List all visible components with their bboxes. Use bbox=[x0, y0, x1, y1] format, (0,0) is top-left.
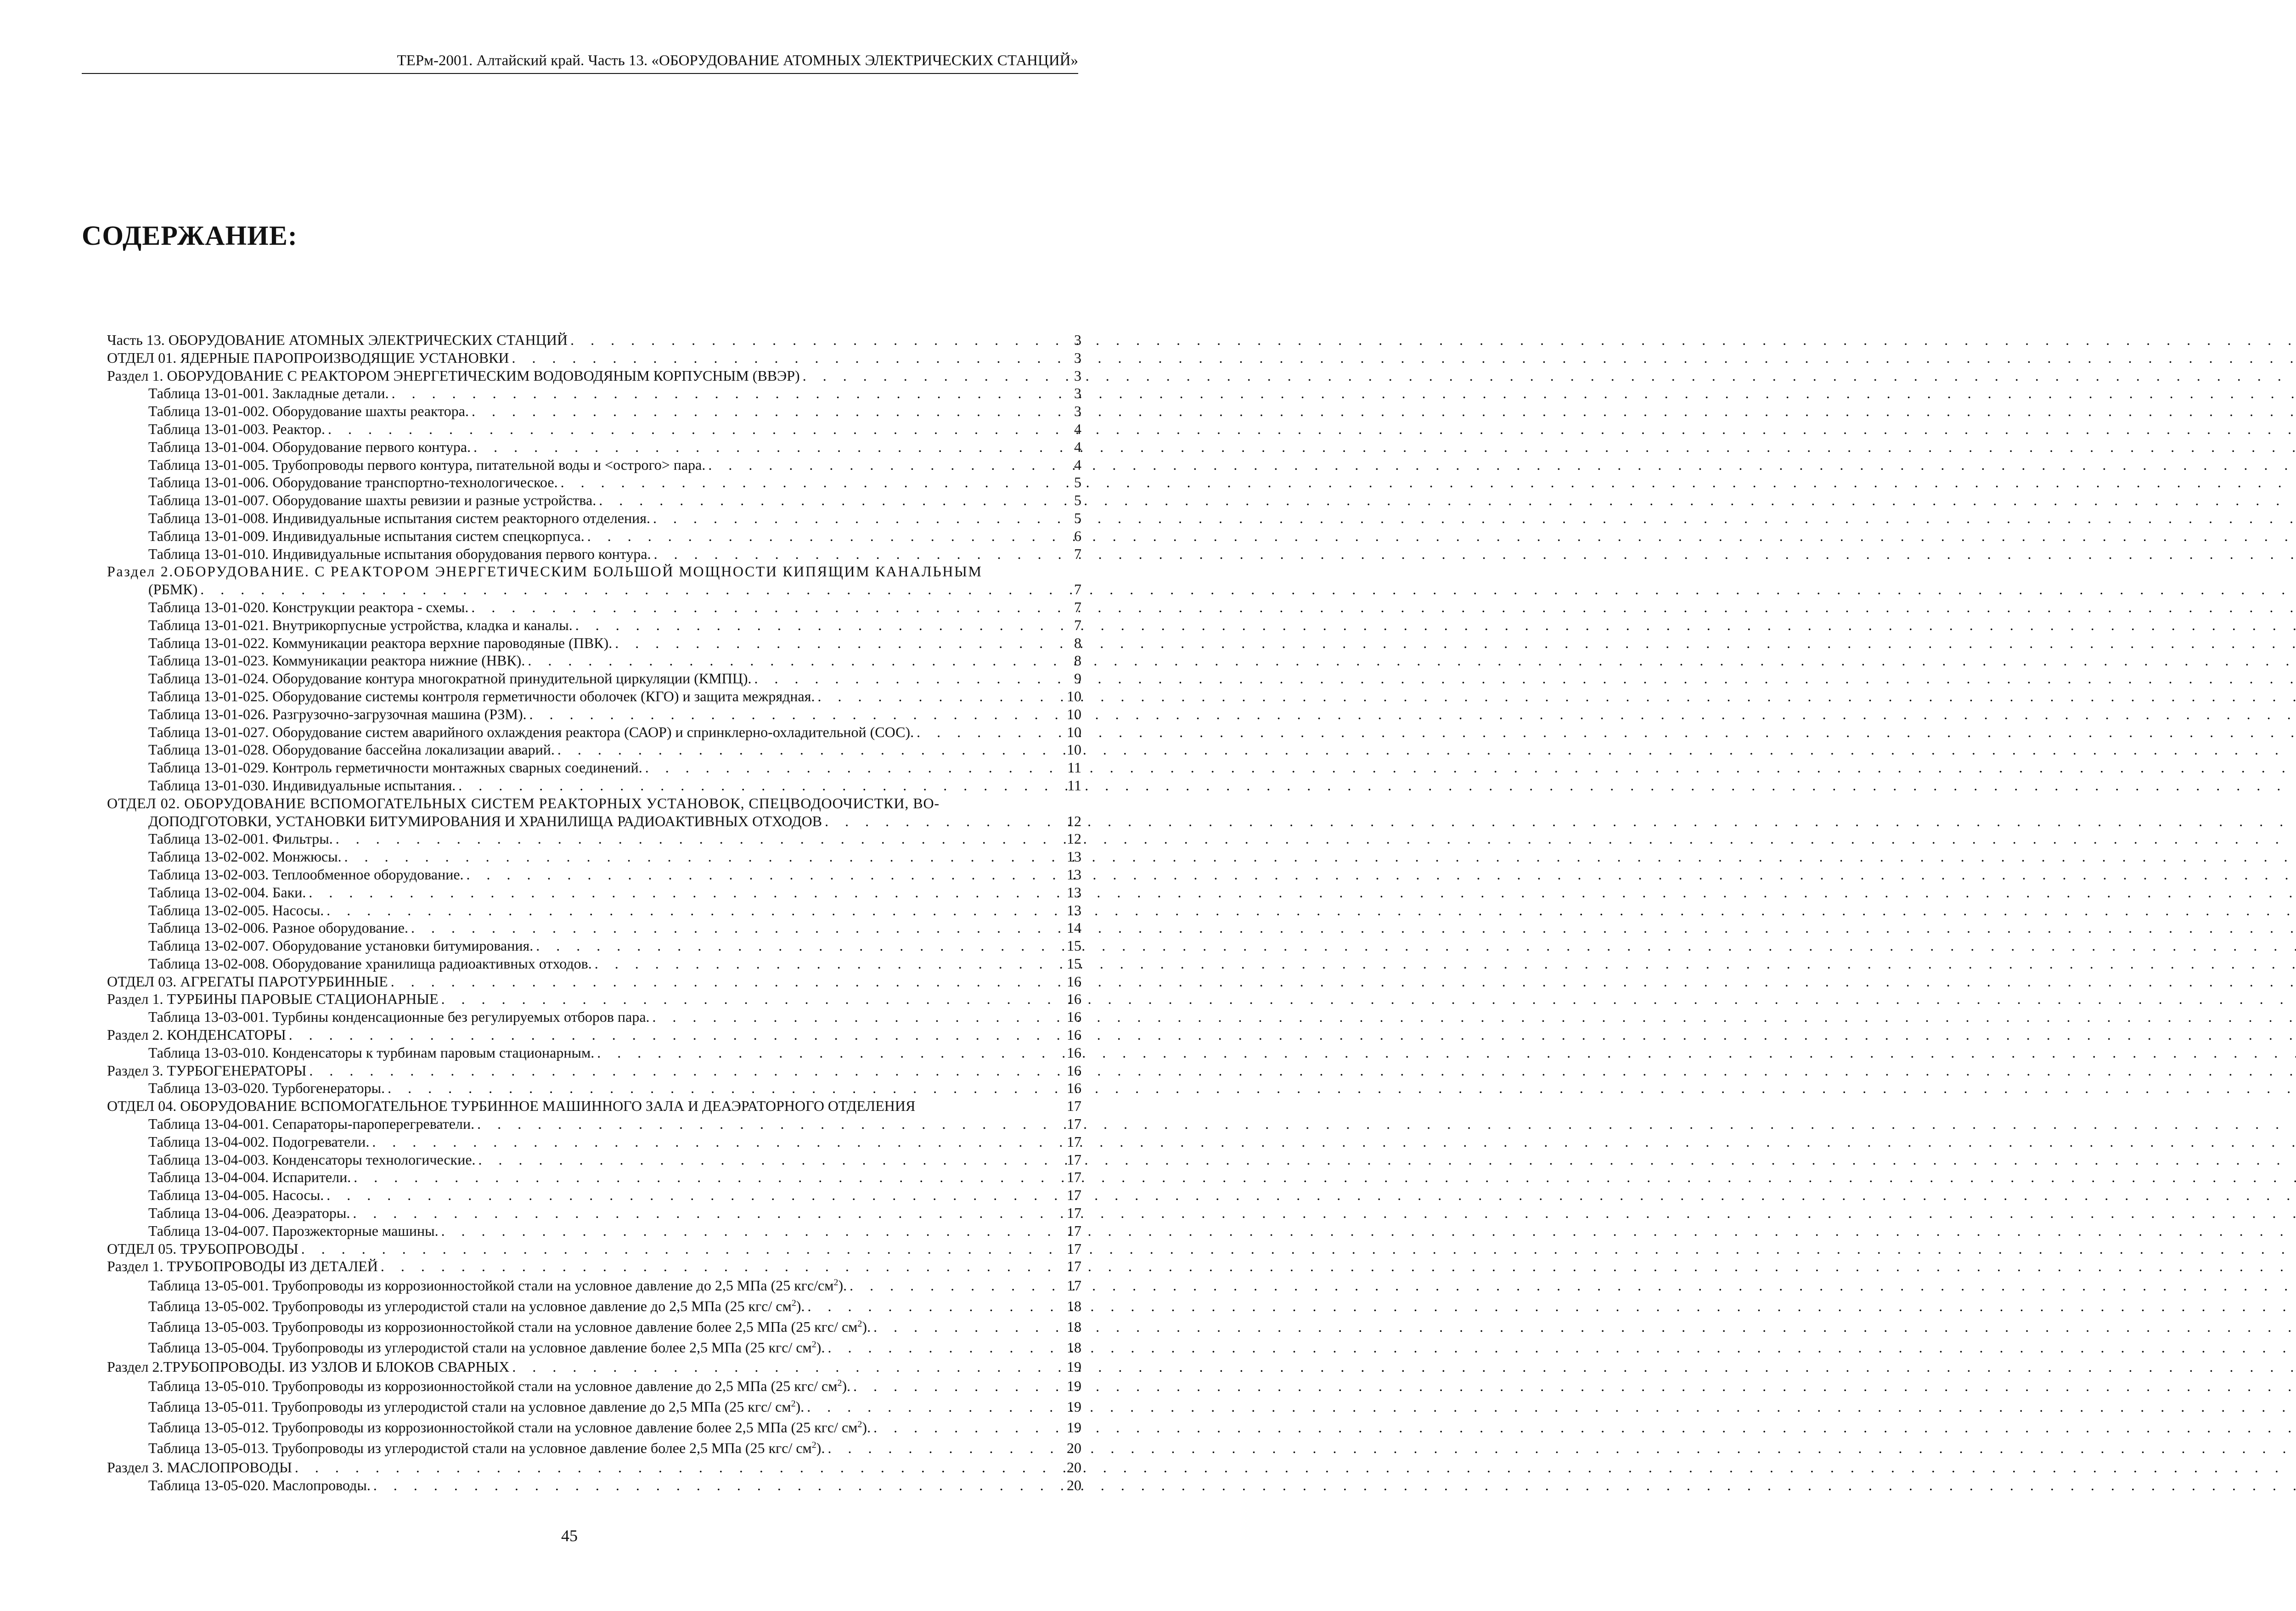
dot-leader bbox=[803, 367, 1054, 385]
toc-entry-title: Таблица 13-01-007. Оборудование шахты ревизии и разные устройства. bbox=[148, 491, 599, 509]
toc-entry-title: ОТДЕЛ 01. ЯДЕРНЫЕ ПАРОПРОИЗВОДЯЩИЕ УСТАНОВКИ bbox=[107, 349, 512, 367]
toc-page-number: 3 bbox=[1074, 385, 1081, 402]
toc-page-number: 11 bbox=[1067, 777, 1081, 794]
toc-table-entry bbox=[107, 1186, 1081, 1204]
dot-leader bbox=[575, 616, 1054, 634]
dot-leader bbox=[570, 331, 1054, 349]
toc-table-entry bbox=[107, 616, 1081, 634]
toc-entry-title: Таблица 13-02-003. Теплообменное оборудование. bbox=[148, 866, 467, 884]
dot-leader bbox=[536, 937, 1054, 955]
toc-entry-title: Таблица 13-02-004. Баки. bbox=[148, 884, 309, 901]
toc-entry-title: Таблица 13-02-006. Разное оборудование. bbox=[148, 919, 411, 937]
dot-leader bbox=[326, 901, 1054, 919]
toc-page-number: 4 bbox=[1074, 456, 1081, 473]
toc-entry-title: Раздел 3. ТУРБОГЕНЕРАТОРЫ bbox=[107, 1062, 309, 1080]
toc-table-entry bbox=[107, 1044, 1081, 1062]
dot-leader bbox=[597, 1044, 1054, 1062]
dot-leader bbox=[850, 1275, 1054, 1296]
toc-table-entry bbox=[107, 456, 1081, 474]
toc-section-entry bbox=[107, 1062, 1081, 1080]
toc-entry-title: ОТДЕЛ 04. ОБОРУДОВАНИЕ ВСПОМОГАТЕЛЬНОЕ ТУРБИННОЕ МАШИННОГО ЗАЛА И ДЕАЭРАТОРНОГО ОТДЕЛЕНИЯ bbox=[107, 1097, 918, 1115]
dot-leader bbox=[381, 1257, 1054, 1275]
toc-section-entry bbox=[107, 367, 1081, 385]
toc-table-entry bbox=[107, 687, 1081, 705]
toc-page-number: 16 bbox=[1067, 1062, 1081, 1079]
superscript: 2 bbox=[837, 1378, 842, 1388]
dot-leader bbox=[587, 527, 1054, 545]
toc-page-number: 17 bbox=[1067, 1133, 1081, 1150]
dot-leader bbox=[458, 777, 1054, 794]
toc-table-entry bbox=[107, 1438, 1081, 1459]
toc-page-number: 17 bbox=[1067, 1098, 1081, 1115]
dot-leader bbox=[441, 1222, 1054, 1240]
dot-leader bbox=[512, 349, 1054, 367]
toc-section-entry bbox=[107, 1459, 1081, 1476]
running-header: ТЕРм-2001. Алтайский край. Часть 13. «ОБОРУДОВАНИЕ АТОМНЫХ ЭЛЕКТРИЧЕСКИХ СТАНЦИЙ» bbox=[397, 52, 1078, 69]
toc-entry-title: Раздел 2.ТРУБОПРОВОДЫ. ИЗ УЗЛОВ И БЛОКОВ СВАРНЫХ bbox=[107, 1358, 512, 1376]
toc-page-number: 13 bbox=[1067, 901, 1081, 918]
dot-leader bbox=[309, 1062, 1054, 1080]
toc-page-number: 7 bbox=[1074, 581, 1081, 598]
dot-leader bbox=[200, 580, 1054, 598]
toc-entry-title: Таблица 13-01-009. Индивидуальные испытания систем спецкорпуса. bbox=[148, 527, 587, 545]
toc-entry-title: Таблица 13-02-007. Оборудование установки битумирования. bbox=[148, 937, 536, 955]
toc-table-entry bbox=[107, 1397, 1081, 1417]
toc-table-entry bbox=[107, 1275, 1081, 1296]
dot-leader bbox=[825, 812, 1054, 830]
dot-leader bbox=[827, 1337, 1054, 1358]
dot-leader bbox=[301, 1240, 1054, 1258]
toc-entry-title: Таблица 13-01-029. Контроль герметичности монтажных сварных соединений. bbox=[148, 759, 645, 777]
toc-entry-continuation bbox=[107, 580, 1081, 598]
toc-table-entry bbox=[107, 759, 1081, 777]
toc-page-number: 17 bbox=[1067, 1187, 1081, 1204]
toc-section-entry bbox=[107, 794, 1081, 812]
toc-entry-title: Таблица 13-01-028. Оборудование бассейна локализации аварий. bbox=[148, 741, 557, 759]
dot-leader bbox=[441, 990, 1054, 1008]
dot-leader bbox=[807, 1397, 1054, 1417]
toc-entry-title: Таблица 13-05-020. Маслопроводы. bbox=[148, 1476, 373, 1494]
toc-entry-title: Таблица 13-04-002. Подогреватели. bbox=[148, 1133, 372, 1151]
toc-table-entry bbox=[107, 1337, 1081, 1358]
toc-page-number: 17 bbox=[1067, 1258, 1081, 1275]
toc-entry-title: ОТДЕЛ 05. ТРУБОПРОВОДЫ bbox=[107, 1240, 301, 1258]
toc-table-entry bbox=[107, 652, 1081, 670]
toc-page-number: 16 bbox=[1067, 991, 1081, 1008]
toc-entry-title: Таблица 13-04-001. Сепараторы-пароперегреватели. bbox=[148, 1115, 477, 1133]
toc-page-number: 3 bbox=[1074, 349, 1081, 366]
dot-leader bbox=[873, 1317, 1054, 1337]
toc-table-entry bbox=[107, 438, 1081, 456]
toc-page-number: 19 bbox=[1067, 1419, 1081, 1436]
toc-entry-title: Таблица 13-05-003. Трубопроводы из коррозионностойкой стали на условное давление более 2,5 МПа (25 кгс/ $см^2$). bbox=[148, 1317, 873, 1337]
toc-page-number: 18 bbox=[1067, 1318, 1081, 1335]
toc-entry-title: Таблица 13-01-010. Индивидуальные испытания оборудования первого контура. bbox=[148, 545, 654, 563]
toc-table-entry bbox=[107, 1317, 1081, 1337]
toc-page-number: 9 bbox=[1074, 670, 1081, 687]
superscript: 2 bbox=[791, 1298, 796, 1308]
dot-leader bbox=[289, 1026, 1054, 1044]
dot-leader bbox=[817, 687, 1054, 705]
toc-page-number: 18 bbox=[1067, 1339, 1081, 1356]
superscript: 2 bbox=[857, 1318, 862, 1329]
toc-entry-title: Таблица 13-03-001. Турбины конденсационные без регулируемых отборов пара. bbox=[148, 1008, 653, 1026]
toc-entry-title: Таблица 13-05-012. Трубопроводы из коррозионностойкой стали на условное давление более 2,5 МПа (25 кгс/ $см^2$). bbox=[148, 1417, 873, 1438]
toc-entry-title: Таблица 13-05-001. Трубопроводы из коррозионностойкой стали на условное давление до 2,5 МПа (25 кгс/$см^2$). bbox=[148, 1275, 850, 1296]
dot-leader bbox=[615, 634, 1054, 652]
dot-leader bbox=[653, 1008, 1054, 1026]
toc-entry-title: Таблица 13-03-020. Турбогенераторы. bbox=[148, 1079, 388, 1097]
toc-entry-title: Таблица 13-05-013. Трубопроводы из углеродистой стали на условное давление более 2,5 МПа (25 кгс/ $см^2$). bbox=[148, 1438, 827, 1459]
toc-table-entry bbox=[107, 527, 1081, 545]
toc-entry-title: Таблица 13-01-020. Конструкции реактора - схемы. bbox=[148, 598, 471, 616]
toc-page-number: 7 bbox=[1074, 616, 1081, 633]
toc-page-number: 18 bbox=[1067, 1298, 1081, 1315]
toc-page-number: 10 bbox=[1067, 741, 1081, 758]
dot-leader bbox=[392, 384, 1054, 402]
toc-page-number: 5 bbox=[1074, 509, 1081, 526]
toc-section-entry bbox=[107, 1097, 1081, 1115]
dot-leader bbox=[326, 1186, 1054, 1204]
toc-entry bbox=[107, 563, 1081, 580]
toc-page-number: 17 bbox=[1067, 1277, 1081, 1294]
toc-page-number: 14 bbox=[1067, 919, 1081, 936]
toc-page-number: 20 bbox=[1067, 1459, 1081, 1476]
superscript: 2 bbox=[833, 1277, 838, 1288]
dot-leader bbox=[391, 973, 1054, 991]
toc-page-number: 5 bbox=[1074, 492, 1081, 509]
toc-page-number: 16 bbox=[1067, 1026, 1081, 1043]
toc-table-entry bbox=[107, 1151, 1081, 1169]
toc-section-entry bbox=[107, 990, 1081, 1008]
toc-entry-title: Таблица 13-04-006. Деаэраторы. bbox=[148, 1204, 353, 1222]
dot-leader bbox=[512, 1358, 1054, 1376]
toc-page-number: 11 bbox=[1067, 759, 1081, 776]
toc-page-number: 19 bbox=[1067, 1358, 1081, 1375]
toc-entry-title: ДОПОДГОТОВКИ, УСТАНОВКИ БИТУМИРОВАНИЯ И ХРАНИЛИЩА РАДИОАКТИВНЫХ ОТХОДОВ bbox=[148, 812, 825, 830]
toc-entry-title: Таблица 13-02-008. Оборудование хранилища радиоактивных отходов. bbox=[148, 955, 595, 973]
toc-entry-title: Таблица 13-01-002. Оборудование шахты реактора. bbox=[148, 402, 472, 420]
toc-entry-title: Раздел 1. ОБОРУДОВАНИЕ С РЕАКТОРОМ ЭНЕРГЕТИЧЕСКИМ ВОДОВОДЯНЫМ КОРПУСНЫМ (ВВЭР) bbox=[107, 367, 803, 385]
toc-entry-title: Раздел 2. КОНДЕНСАТОРЫ bbox=[107, 1026, 289, 1044]
toc-entry-title: Таблица 13-01-005. Трубопроводы первого контура, питательной воды и <острого> пара. bbox=[148, 456, 708, 474]
dot-leader bbox=[653, 509, 1054, 527]
toc-table-entry bbox=[107, 919, 1081, 937]
dot-leader bbox=[354, 1168, 1054, 1186]
toc-entry-title: Таблица 13-05-010. Трубопроводы из коррозионностойкой стали на условное давление до 2,5 МПа (25 кгс/ $см^2$). bbox=[148, 1376, 853, 1397]
dot-leader bbox=[344, 848, 1054, 866]
toc-entry-title: Таблица 13-01-023. Коммуникации реактора нижние (НВК). bbox=[148, 652, 528, 670]
toc-section-entry bbox=[107, 812, 1081, 830]
toc-page-number: 4 bbox=[1074, 438, 1081, 455]
toc-table-entry bbox=[107, 830, 1081, 848]
toc-page-number: 15 bbox=[1067, 937, 1081, 954]
toc-table-entry bbox=[107, 1168, 1081, 1186]
toc-table-entry bbox=[107, 705, 1081, 723]
toc-page-number: 10 bbox=[1067, 723, 1081, 740]
toc-page-number: 17 bbox=[1067, 1240, 1081, 1257]
toc-page-number: 4 bbox=[1074, 420, 1081, 437]
toc-page-number: 19 bbox=[1067, 1378, 1081, 1395]
toc-page-number: 7 bbox=[1074, 598, 1081, 615]
toc-page-number: 17 bbox=[1067, 1115, 1081, 1132]
toc-page-number: 13 bbox=[1067, 848, 1081, 865]
dot-leader bbox=[388, 1079, 1054, 1097]
toc-table-entry bbox=[107, 1079, 1081, 1097]
toc-table-entry bbox=[107, 670, 1081, 687]
dot-leader bbox=[827, 1438, 1054, 1459]
toc-entry-title: Таблица 13-02-002. Монжюсы. bbox=[148, 848, 344, 866]
dot-leader bbox=[411, 919, 1054, 937]
header-rule bbox=[82, 73, 1078, 74]
toc-table-entry bbox=[107, 384, 1081, 402]
toc-entry-title: Раздел 2.ОБОРУДОВАНИЕ. С РЕАКТОРОМ ЭНЕРГЕТИЧЕСКИМ БОЛЬШОЙ МОЩНОСТИ КИПЯЩИМ КАНАЛЬНЫМ bbox=[107, 563, 985, 580]
dot-leader bbox=[917, 723, 1054, 741]
dot-leader bbox=[853, 1376, 1054, 1397]
dot-leader bbox=[873, 1417, 1054, 1438]
dot-leader bbox=[561, 473, 1054, 491]
toc-page-number: 10 bbox=[1067, 705, 1081, 722]
toc-page-number: 12 bbox=[1067, 830, 1081, 847]
toc-table-entry bbox=[107, 901, 1081, 919]
toc-table-entry bbox=[107, 937, 1081, 955]
toc-page-number: 7 bbox=[1074, 545, 1081, 562]
toc-section-entry bbox=[107, 1257, 1081, 1275]
toc-entry-title: Таблица 13-04-004. Испарители. bbox=[148, 1168, 354, 1186]
dot-leader bbox=[477, 1115, 1054, 1133]
toc-page-number: 8 bbox=[1074, 634, 1081, 651]
dot-leader bbox=[654, 545, 1054, 563]
dot-leader bbox=[529, 705, 1054, 723]
toc-entry-title: ОТДЕЛ 03. АГРЕГАТЫ ПАРОТУРБИННЫЕ bbox=[107, 973, 391, 991]
toc-section-entry bbox=[107, 1358, 1081, 1376]
toc-table-entry bbox=[107, 955, 1081, 973]
toc-table-entry bbox=[107, 848, 1081, 866]
toc-entry-title: Таблица 13-01-006. Оборудование транспортно-технологическое. bbox=[148, 473, 561, 491]
dot-leader bbox=[295, 1459, 1054, 1476]
toc-entry-title: Часть 13. ОБОРУДОВАНИЕ АТОМНЫХ ЭЛЕКТРИЧЕСКИХ СТАНЦИЙ bbox=[107, 331, 570, 349]
toc-section-entry bbox=[107, 1026, 1081, 1044]
toc-table-entry bbox=[107, 884, 1081, 901]
toc-entry-title: Таблица 13-01-001. Закладные детали. bbox=[148, 384, 392, 402]
dot-leader bbox=[373, 1476, 1054, 1494]
toc-entry-title: Таблица 13-05-002. Трубопроводы из углеродистой стали на условное давление до 2,5 МПа (25 кгс/ $см^2$). bbox=[148, 1296, 807, 1317]
toc-page-number: 17 bbox=[1067, 1169, 1081, 1186]
dot-leader bbox=[472, 402, 1054, 420]
toc-section-entry bbox=[107, 331, 1081, 349]
toc-page-number: 19 bbox=[1067, 1398, 1081, 1415]
toc-table-entry bbox=[107, 634, 1081, 652]
dot-leader bbox=[599, 491, 1054, 509]
toc-page-number: 3 bbox=[1074, 367, 1081, 384]
toc-table-entry bbox=[107, 1296, 1081, 1317]
dot-leader bbox=[328, 420, 1054, 438]
toc-page-number: 16 bbox=[1067, 1080, 1081, 1097]
toc-entry-title: Таблица 13-03-010. Конденсаторы к турбинам паровым стационарным. bbox=[148, 1044, 597, 1062]
toc-entry-title: Таблица 13-01-008. Индивидуальные испытания систем реакторного отделения. bbox=[148, 509, 653, 527]
dot-leader bbox=[557, 741, 1054, 759]
dot-leader bbox=[645, 759, 1054, 777]
toc-page-number: 3 bbox=[1074, 403, 1081, 420]
toc-table-entry bbox=[107, 473, 1081, 491]
toc-page-number: 16 bbox=[1067, 1044, 1081, 1061]
dot-leader bbox=[336, 830, 1054, 848]
toc-entry-title: Таблица 13-01-026. Разгрузочно-загрузочная машина (РЗМ). bbox=[148, 705, 529, 723]
toc-table-entry bbox=[107, 741, 1081, 759]
toc-table-entry bbox=[107, 1476, 1081, 1494]
toc-page-number: 8 bbox=[1074, 652, 1081, 669]
toc-page-number: 13 bbox=[1067, 866, 1081, 883]
toc-table-entry bbox=[107, 866, 1081, 884]
toc-page-number: 15 bbox=[1067, 955, 1081, 972]
toc-page-number: 16 bbox=[1067, 1008, 1081, 1025]
page-title: СОДЕРЖАНИЕ: bbox=[82, 220, 298, 251]
toc-section-entry bbox=[107, 349, 1081, 367]
dot-leader bbox=[708, 456, 1054, 474]
superscript: 2 bbox=[857, 1419, 862, 1430]
dot-leader bbox=[353, 1204, 1054, 1222]
superscript: 2 bbox=[811, 1440, 816, 1450]
toc-table-entry bbox=[107, 509, 1081, 527]
toc-page-number: 6 bbox=[1074, 527, 1081, 544]
superscript: 2 bbox=[791, 1398, 796, 1409]
toc-entry-title: Таблица 13-01-003. Реактор. bbox=[148, 420, 328, 438]
toc-entry-title: Раздел 1. ТРУБОПРОВОДЫ ИЗ ДЕТАЛЕЙ bbox=[107, 1257, 381, 1275]
toc-table-entry bbox=[107, 420, 1081, 438]
page-number: 45 bbox=[561, 1527, 578, 1545]
toc-table-entry bbox=[107, 545, 1081, 563]
toc-section-entry bbox=[107, 1240, 1081, 1258]
toc-table-entry bbox=[107, 598, 1081, 616]
toc-table-entry bbox=[107, 1133, 1081, 1151]
toc-table-entry bbox=[107, 1008, 1081, 1026]
toc-table-entry bbox=[107, 1204, 1081, 1222]
toc-page-number: 20 bbox=[1067, 1440, 1081, 1457]
toc-page-number: 10 bbox=[1067, 687, 1081, 704]
toc-entry-title: Таблица 13-01-025. Оборудование системы контроля герметичности оболочек (КГО) и защита межрядная. bbox=[148, 687, 817, 705]
toc-entry-title: Таблица 13-02-005. Насосы. bbox=[148, 901, 326, 919]
toc-entry-title: Таблица 13-01-021. Внутрикорпусные устройства, кладка и каналы. bbox=[148, 616, 575, 634]
toc-entry-title: Таблица 13-05-011. Трубопроводы из углеродистой стали на условное давление до 2,5 МПа (25 кгс/ $см^2$). bbox=[148, 1397, 807, 1417]
toc-entry-title: Таблица 13-05-004. Трубопроводы из углеродистой стали на условное давление более 2,5 МПа (25 кгс/ $см^2$). bbox=[148, 1337, 827, 1358]
dot-leader bbox=[372, 1133, 1054, 1151]
dot-leader bbox=[309, 884, 1054, 901]
toc-page-number: 12 bbox=[1067, 812, 1081, 829]
dot-leader bbox=[467, 866, 1054, 884]
superscript: 2 bbox=[811, 1339, 816, 1350]
toc-entry-title-continuation: (РБМК) bbox=[148, 580, 200, 598]
toc-entry-title: Таблица 13-04-003. Конденсаторы технологические. bbox=[148, 1151, 478, 1169]
toc-entry-title: Таблица 13-01-022. Коммуникации реактора верхние пароводяные (ПВК). bbox=[148, 634, 615, 652]
dot-leader bbox=[807, 1296, 1054, 1317]
toc-page-number: 17 bbox=[1067, 1222, 1081, 1239]
toc-entry-title: Таблица 13-02-001. Фильтры. bbox=[148, 830, 336, 848]
toc-page-number: 17 bbox=[1067, 1205, 1081, 1222]
toc-table-entry bbox=[107, 777, 1081, 794]
toc-table-entry bbox=[107, 723, 1081, 741]
toc-entry-title: Раздел 1. ТУРБИНЫ ПАРОВЫЕ СТАЦИОНАРНЫЕ bbox=[107, 990, 441, 1008]
toc-table-entry bbox=[107, 491, 1081, 509]
toc-section-entry bbox=[107, 973, 1081, 991]
toc-entry-title: Таблица 13-04-005. Насосы. bbox=[148, 1186, 326, 1204]
toc-page-number: 13 bbox=[1067, 884, 1081, 901]
toc-page-number: 3 bbox=[1074, 332, 1081, 348]
toc-table-entry bbox=[107, 1376, 1081, 1397]
toc-page-number: 16 bbox=[1067, 973, 1081, 990]
toc-page-number: 20 bbox=[1067, 1476, 1081, 1493]
dot-leader bbox=[754, 670, 1054, 687]
toc-table-entry bbox=[107, 1417, 1081, 1438]
toc-entry-title: Раздел 3. МАСЛОПРОВОДЫ bbox=[107, 1459, 295, 1476]
dot-leader bbox=[528, 652, 1054, 670]
dot-leader bbox=[473, 438, 1054, 456]
dot-leader bbox=[471, 598, 1054, 616]
toc-table-entry bbox=[107, 1222, 1081, 1240]
toc-page-number: 5 bbox=[1074, 474, 1081, 491]
toc-entry-title: Таблица 13-01-027. Оборудование систем аварийного охлаждения реактора (САОР) и спринклерно-охладительной (СОС). bbox=[148, 723, 917, 741]
toc-table-entry bbox=[107, 1115, 1081, 1133]
toc-page-number: 17 bbox=[1067, 1151, 1081, 1168]
toc-table-entry bbox=[107, 402, 1081, 420]
toc-entry-title: Таблица 13-01-024. Оборудование контура многократной принудительной циркуляции (КМПЦ). bbox=[148, 670, 754, 687]
dot-leader bbox=[478, 1151, 1054, 1169]
dot-leader bbox=[595, 955, 1054, 973]
toc-entry-title: Таблица 13-01-004. Оборудование первого контура. bbox=[148, 438, 473, 456]
toc-entry-title: Таблица 13-01-030. Индивидуальные испытания. bbox=[148, 777, 458, 794]
toc-entry-title: ОТДЕЛ 02. ОБОРУДОВАНИЕ ВСПОМОГАТЕЛЬНЫХ СИСТЕМ РЕАКТОРНЫХ УСТАНОВОК, СПЕЦВОДООЧИСТКИ, ВО- bbox=[107, 794, 942, 812]
toc-entry-title: Таблица 13-04-007. Парозжекторные машины. bbox=[148, 1222, 441, 1240]
table-of-contents bbox=[107, 331, 1081, 1494]
